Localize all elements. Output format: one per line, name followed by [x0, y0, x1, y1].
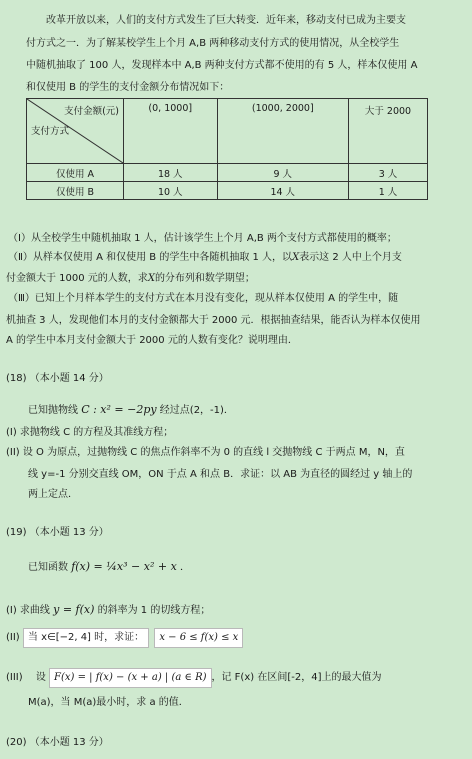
- q19-part-ii: (II) 当 x∈[−2, 4] 时，求证： x − 6 ≤ f(x) ≤ x: [6, 628, 243, 648]
- q18-part-ii-line-3: 两上定点．: [28, 489, 78, 500]
- q17-part-ii-line-2: 付金额大于 1000 元的人数，求X的分布列和数学期望；: [6, 273, 255, 284]
- q17-part-iii-line-2: 机抽查 3 人，发现他们本月的支付金额都大于 2000 元．根据抽查结果，能否认为样本仅使用: [6, 315, 421, 326]
- q19-part-iii-formula: F(x) = | f(x) − (x + a) | (a ∈ R): [49, 668, 211, 688]
- q17-part-i: （Ⅰ）从全校学生中随机抽取 1 人，估计该学生上个月 A,B 两个支付方式都使用的概率；: [8, 233, 397, 244]
- intro-line-1: 改革开放以来，人们的支付方式发生了巨大转变．近年来，移动支付已成为主要支: [46, 15, 406, 26]
- table-cell: 9 人: [217, 164, 348, 182]
- table-cell: 1 人: [349, 182, 428, 200]
- intro-line-2: 付方式之一．为了解某校学生上个月 A,B 两种移动支付方式的使用情况，从全校学生: [26, 38, 400, 49]
- intro-line-4: 和仅使用 B 的学生的支付金额分布情况如下：: [26, 82, 230, 93]
- q17-part-ii-line-1: （Ⅱ）从样本仅使用 A 和仅使用 B 的学生中各随机抽取 1 人，以X表示这 2 人中上个月支: [8, 252, 402, 263]
- q20-heading: (20) （本小题 13 分）: [6, 737, 109, 748]
- q19-part-i: (I) 求曲线 y = f(x) 的斜率为 1 的切线方程；: [6, 603, 211, 616]
- table-cell: 10 人: [124, 182, 218, 200]
- q19-given: 已知函数 f(x) = ¼x³ − x² + x ．: [28, 560, 190, 573]
- row-label: 仅使用 A: [27, 164, 124, 182]
- q19-part-iii-line-2: M(a)，当 M(a)最小时，求 a 的值．: [28, 697, 189, 708]
- q18-given: 已知抛物线 C : x² = −2py 经过点(2，-1)．: [28, 403, 234, 416]
- table-row: [27, 164, 428, 182]
- row-label: 仅使用 B: [27, 182, 124, 200]
- q17-part-iii-line-1: （Ⅲ）已知上个月样本学生的支付方式在本月没有变化，现从样本仅使用 A 的学生中，随: [8, 293, 399, 304]
- q19-part-ii-inequality: x − 6 ≤ f(x) ≤ x: [154, 628, 243, 648]
- q18-heading: (18) （本小题 14 分）: [6, 373, 109, 384]
- corner-bottom-label: 支付方式: [31, 126, 70, 137]
- intro-line-3: 中随机抽取了 100 人，发现样本中 A,B 两种支付方式都不使用的有 5 人，样本仅使用 A: [26, 60, 418, 71]
- table-cell: 18 人: [124, 164, 218, 182]
- table-row: [27, 182, 428, 200]
- table-corner-cell: [27, 99, 124, 164]
- q17-part-iii-line-3: A 的学生中本月支付金额大于 2000 元的人数有变化？说明理由．: [6, 335, 298, 346]
- q19-heading: (19) （本小题 13 分）: [6, 527, 109, 538]
- q18-part-ii-line-1: (II) 设 O 为原点，过抛物线 C 的焦点作斜率不为 0 的直线 l 交抛物线 C 于两点 M，N，直: [6, 447, 405, 458]
- payment-table: [26, 98, 428, 200]
- q18-part-i: (I) 求抛物线 C 的方程及其准线方程；: [6, 427, 174, 438]
- q19-part-ii-condition: 当 x∈[−2, 4] 时，求证：: [23, 628, 149, 648]
- corner-top-label: 支付金额(元): [64, 106, 119, 117]
- table-cell: 3 人: [349, 164, 428, 182]
- q18-part-ii-line-2: 线 y=-1 分别交直线 OM，ON 于点 A 和点 B．求证：以 AB 为直径的圆经过 y 轴上的: [28, 469, 413, 480]
- col-header-3: 大于 2000: [349, 99, 428, 164]
- table-cell: 14 人: [217, 182, 348, 200]
- col-header-1: (0, 1000]: [124, 99, 218, 164]
- col-header-2: (1000, 2000]: [217, 99, 348, 164]
- q19-part-iii-line-1: (III) 设 F(x) = | f(x) − (x + a) | (a ∈ R) ，记 F(x) 在区间[-2，4]上的最大值为: [6, 668, 381, 688]
